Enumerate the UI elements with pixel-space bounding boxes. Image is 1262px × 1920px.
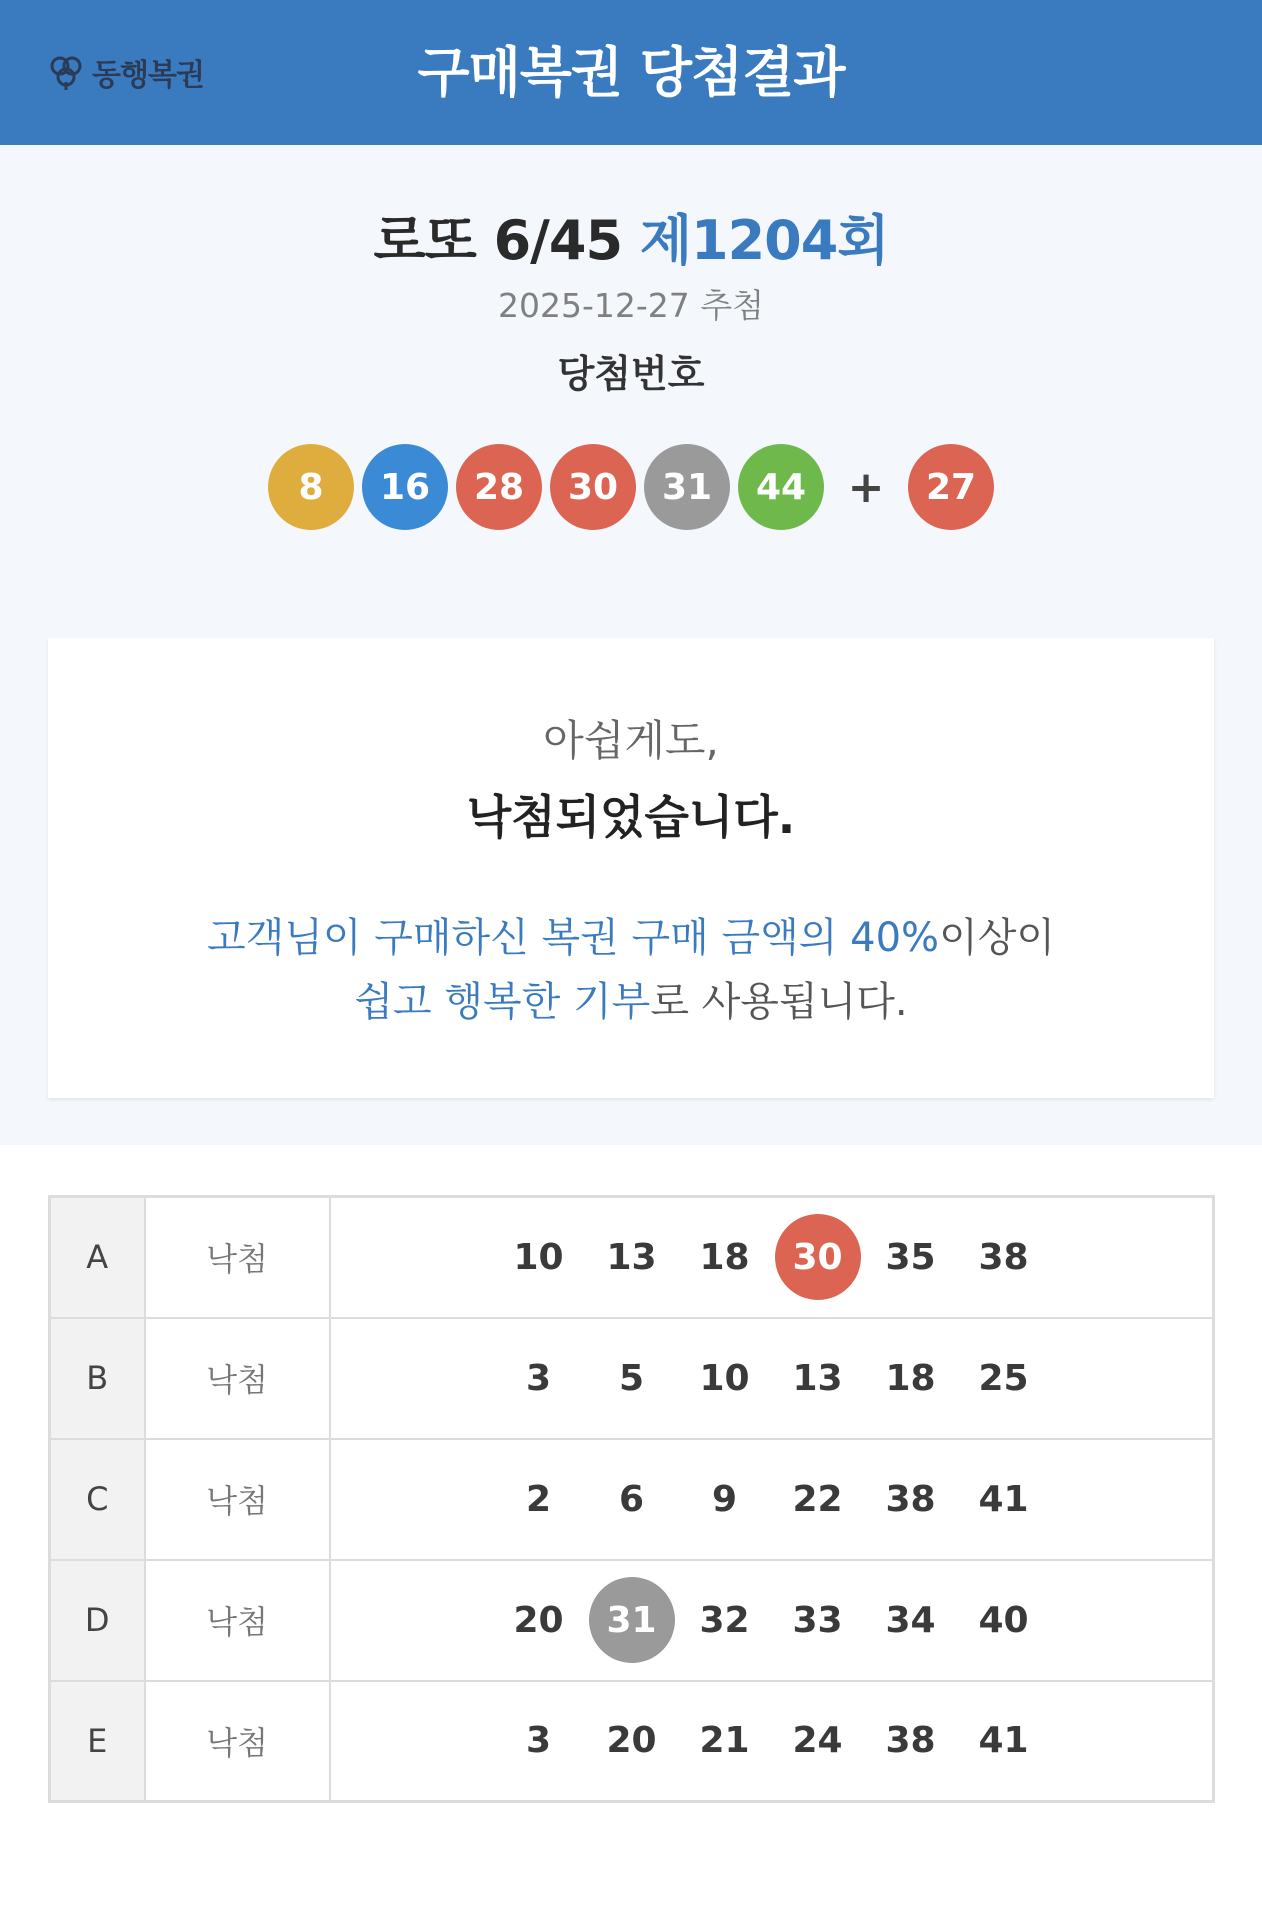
ticket-number: 38: [885, 1720, 936, 1762]
ticket-number: 3: [525, 1720, 552, 1762]
ticket-number: 18: [885, 1357, 936, 1399]
ticket-number: 32: [699, 1599, 750, 1641]
ticket-number: 6: [618, 1478, 645, 1520]
ticket-number-list: [496, 1577, 1213, 1663]
round-title: [0, 198, 1262, 275]
round-number: 제1204회: [639, 209, 889, 272]
winning-ball: 30: [550, 444, 636, 530]
ticket-numbers: [330, 1560, 1214, 1681]
ticket-number: 3: [525, 1357, 552, 1399]
ticket-row: [50, 1681, 1214, 1802]
ticket-number: 24: [792, 1720, 843, 1762]
ticket-row: [50, 1318, 1214, 1439]
ticket-number: 2: [525, 1478, 552, 1520]
ticket-number: 20: [606, 1720, 657, 1762]
ticket-id: D: [50, 1560, 145, 1681]
ticket-numbers: [330, 1439, 1214, 1560]
ticket-number: 40: [978, 1599, 1029, 1641]
ticket-number: 41: [978, 1720, 1029, 1762]
ticket-number: 10: [699, 1357, 750, 1399]
ticket-id: B: [50, 1318, 145, 1439]
ticket-row: [50, 1197, 1214, 1318]
ticket-number: 41: [978, 1478, 1029, 1520]
ticket-result: 낙첨: [145, 1197, 330, 1318]
ticket-results-table: [48, 1195, 1215, 1803]
header-bar: [0, 0, 1262, 145]
ticket-number-list: [496, 1335, 1213, 1421]
matched-number: 31: [589, 1577, 675, 1663]
result-message-status: 낙첨되었습니다.: [466, 790, 796, 844]
ticket-numbers: [330, 1197, 1214, 1318]
logo-text: 동행복권: [92, 58, 204, 93]
winning-ball: 28: [456, 444, 542, 530]
game-name: 로또 6/45: [373, 209, 623, 272]
donation-text: 이상이: [939, 915, 1055, 961]
ticket-row: [50, 1439, 1214, 1560]
ticket-number: 38: [885, 1478, 936, 1520]
bonus-ball: 27: [908, 444, 994, 530]
ticket-number: 22: [792, 1478, 843, 1520]
draw-date: 2025-12-27 추첨: [497, 286, 765, 325]
donation-text-highlight: 쉽고 행복한 기부: [354, 979, 651, 1025]
ticket-id: A: [50, 1197, 145, 1318]
ticket-number: 33: [792, 1599, 843, 1641]
ticket-result: 낙첨: [145, 1439, 330, 1560]
ticket-numbers: [330, 1681, 1214, 1802]
ticket-result: 낙첨: [145, 1318, 330, 1439]
ticket-number: 35: [885, 1236, 936, 1278]
plus-sign: +: [847, 461, 885, 513]
ticket-number-list: [496, 1214, 1213, 1300]
result-card: [48, 638, 1214, 1098]
winning-ball: 8: [268, 444, 354, 530]
ticket-number-list: [496, 1456, 1213, 1542]
winning-numbers: [0, 444, 1262, 530]
matched-number: 30: [775, 1214, 861, 1300]
ticket-number: 21: [699, 1720, 750, 1762]
winning-ball: 31: [644, 444, 730, 530]
page-title: 구매복권 당첨결과: [417, 41, 845, 104]
donation-message: [48, 906, 1214, 1034]
ticket-number: 13: [792, 1357, 843, 1399]
winning-ball: 44: [738, 444, 824, 530]
ticket-number: 9: [711, 1478, 738, 1520]
donation-text: 로 사용됩니다.: [650, 979, 908, 1025]
ticket-number: 18: [699, 1236, 750, 1278]
ticket-number: 10: [513, 1236, 564, 1278]
ticket-numbers: [330, 1318, 1214, 1439]
ticket-number-list: [496, 1698, 1213, 1784]
ticket-result: 낙첨: [145, 1681, 330, 1802]
winning-numbers-label: 당첨번호: [557, 352, 705, 396]
ticket-number: 34: [885, 1599, 936, 1641]
winning-ball: 16: [362, 444, 448, 530]
ticket-number: 5: [618, 1357, 645, 1399]
ticket-result: 낙첨: [145, 1560, 330, 1681]
ticket-number: 25: [978, 1357, 1029, 1399]
ticket-id: C: [50, 1439, 145, 1560]
ticket-number: 20: [513, 1599, 564, 1641]
ticket-number: 13: [606, 1236, 657, 1278]
result-message-intro: 아쉽게도,: [543, 716, 719, 765]
ticket-row: [50, 1560, 1214, 1681]
ticket-number: 38: [978, 1236, 1029, 1278]
donation-text-highlight: 고객님이 구매하신 복권 구매 금액의 40%: [206, 915, 940, 961]
ticket-id: E: [50, 1681, 145, 1802]
